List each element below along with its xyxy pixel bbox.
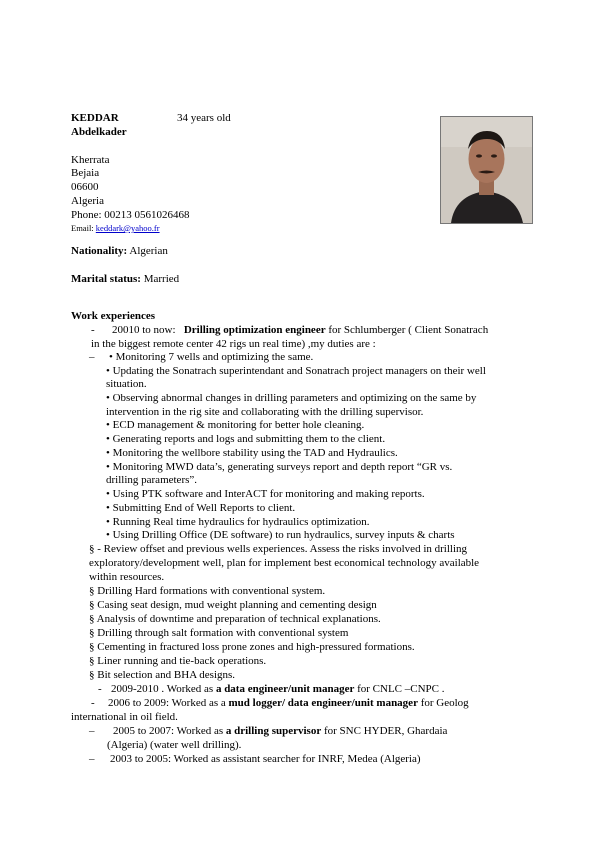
section-item: within resources. — [89, 571, 165, 583]
profile-photo — [440, 116, 533, 224]
job-entry-cont: (Algeria) (water well drilling). — [107, 739, 242, 751]
phone: Phone: 00213 0561026468 — [71, 209, 190, 221]
job-entry-cont: international in oil field. — [71, 711, 178, 723]
job-bullet: – — [89, 725, 95, 737]
section-item: § Liner running and tie-back operations. — [89, 655, 267, 667]
email-label: Email: — [71, 223, 94, 233]
section-item: exploratory/development well, plan for implement best economical technology available — [89, 557, 480, 569]
section-item: § Casing seat design, mud weight planning and cementing design — [89, 599, 377, 611]
job-bullet: - — [91, 697, 95, 709]
job-bullet: - — [98, 683, 102, 695]
section-item: § Drilling Hard formations with conventional system. — [89, 585, 326, 597]
job-bullet: – — [89, 753, 95, 765]
nationality: Nationality: Algerian — [71, 245, 168, 257]
age: 34 years old — [177, 112, 231, 124]
section-item: § Cementing in fractured loss prone zones and high-pressured formations. — [89, 641, 415, 653]
address-line: Bejaia — [71, 167, 100, 179]
duty-item: • Monitoring MWD data’s, generating surveys report and depth report “GR vs. — [106, 461, 453, 473]
section-item: § Analysis of downtime and preparation of technical explanations. — [89, 613, 381, 625]
dash: – — [89, 351, 95, 363]
section-item: § - Review offset and previous wells experiences. Assess the risks involved in drilling — [89, 543, 468, 555]
duty-item: • Observing abnormal changes in drilling parameters and optimizing on the same by — [106, 392, 477, 404]
job-entry: 2006 to 2009: Worked as a mud logger/ data engineer/unit manager for Geolog — [108, 697, 469, 709]
duty-item: • Submitting End of Well Reports to client. — [106, 502, 296, 514]
duty-item: drilling parameters”. — [106, 474, 198, 486]
first-name: Abdelkader — [71, 126, 127, 138]
duty-item: • Updating the Sonatrach superintendant and Sonatrach project managers on their well — [106, 365, 486, 377]
marital-status: Marital status: Married — [71, 273, 180, 285]
duty-item: • Using PTK software and InterACT for monitoring and making reports. — [106, 488, 425, 500]
duty-item: • Monitoring 7 wells and optimizing the same. — [109, 351, 314, 363]
duty-item: situation. — [106, 378, 147, 390]
email-link[interactable]: keddark@yahoo.fr — [95, 223, 160, 233]
duty-item: • Running Real time hydraulics for hydraulics optimization. — [106, 516, 370, 528]
email-line — [71, 222, 160, 236]
section-item: § Bit selection and BHA designs. — [89, 669, 236, 681]
job-entry: 2009-2010 . Worked as a data engineer/unit manager for CNLC –CNPC . — [111, 683, 445, 695]
duty-item: • Using Drilling Office (DE software) to run hydraulics, survey inputs & charts — [106, 529, 455, 541]
job-entry-cont: in the biggest remote center 42 rigs un real time) ,my duties are : — [91, 338, 376, 350]
address-line: Kherrata — [71, 154, 110, 166]
duty-item: intervention in the rig site and collaborating with the drilling supervisor. — [106, 406, 424, 418]
duty-item: • ECD management & monitoring for better hole cleaning. — [106, 419, 365, 431]
duty-item: • Generating reports and logs and submitting them to the client. — [106, 433, 386, 445]
address-line: Algeria — [71, 195, 104, 207]
surname: KEDDAR — [71, 112, 119, 124]
section-heading: Work experiences — [71, 310, 156, 322]
section-item: § Drilling through salt formation with conventional system — [89, 627, 349, 639]
job-bullet: - — [91, 324, 95, 336]
job-entry: 2005 to 2007: Worked as a drilling supervisor for SNC HYDER, Ghardaia — [113, 725, 448, 737]
job-entry: 2003 to 2005: Worked as assistant searcher for INRF, Medea (Algeria) — [110, 753, 421, 765]
address-line: 06600 — [71, 181, 99, 193]
duty-item: • Monitoring the wellbore stability using the TAD and Hydraulics. — [106, 447, 398, 459]
job-entry: 20010 to now: Drilling optimization engineer for Schlumberger ( Client Sonatrach — [112, 324, 489, 336]
